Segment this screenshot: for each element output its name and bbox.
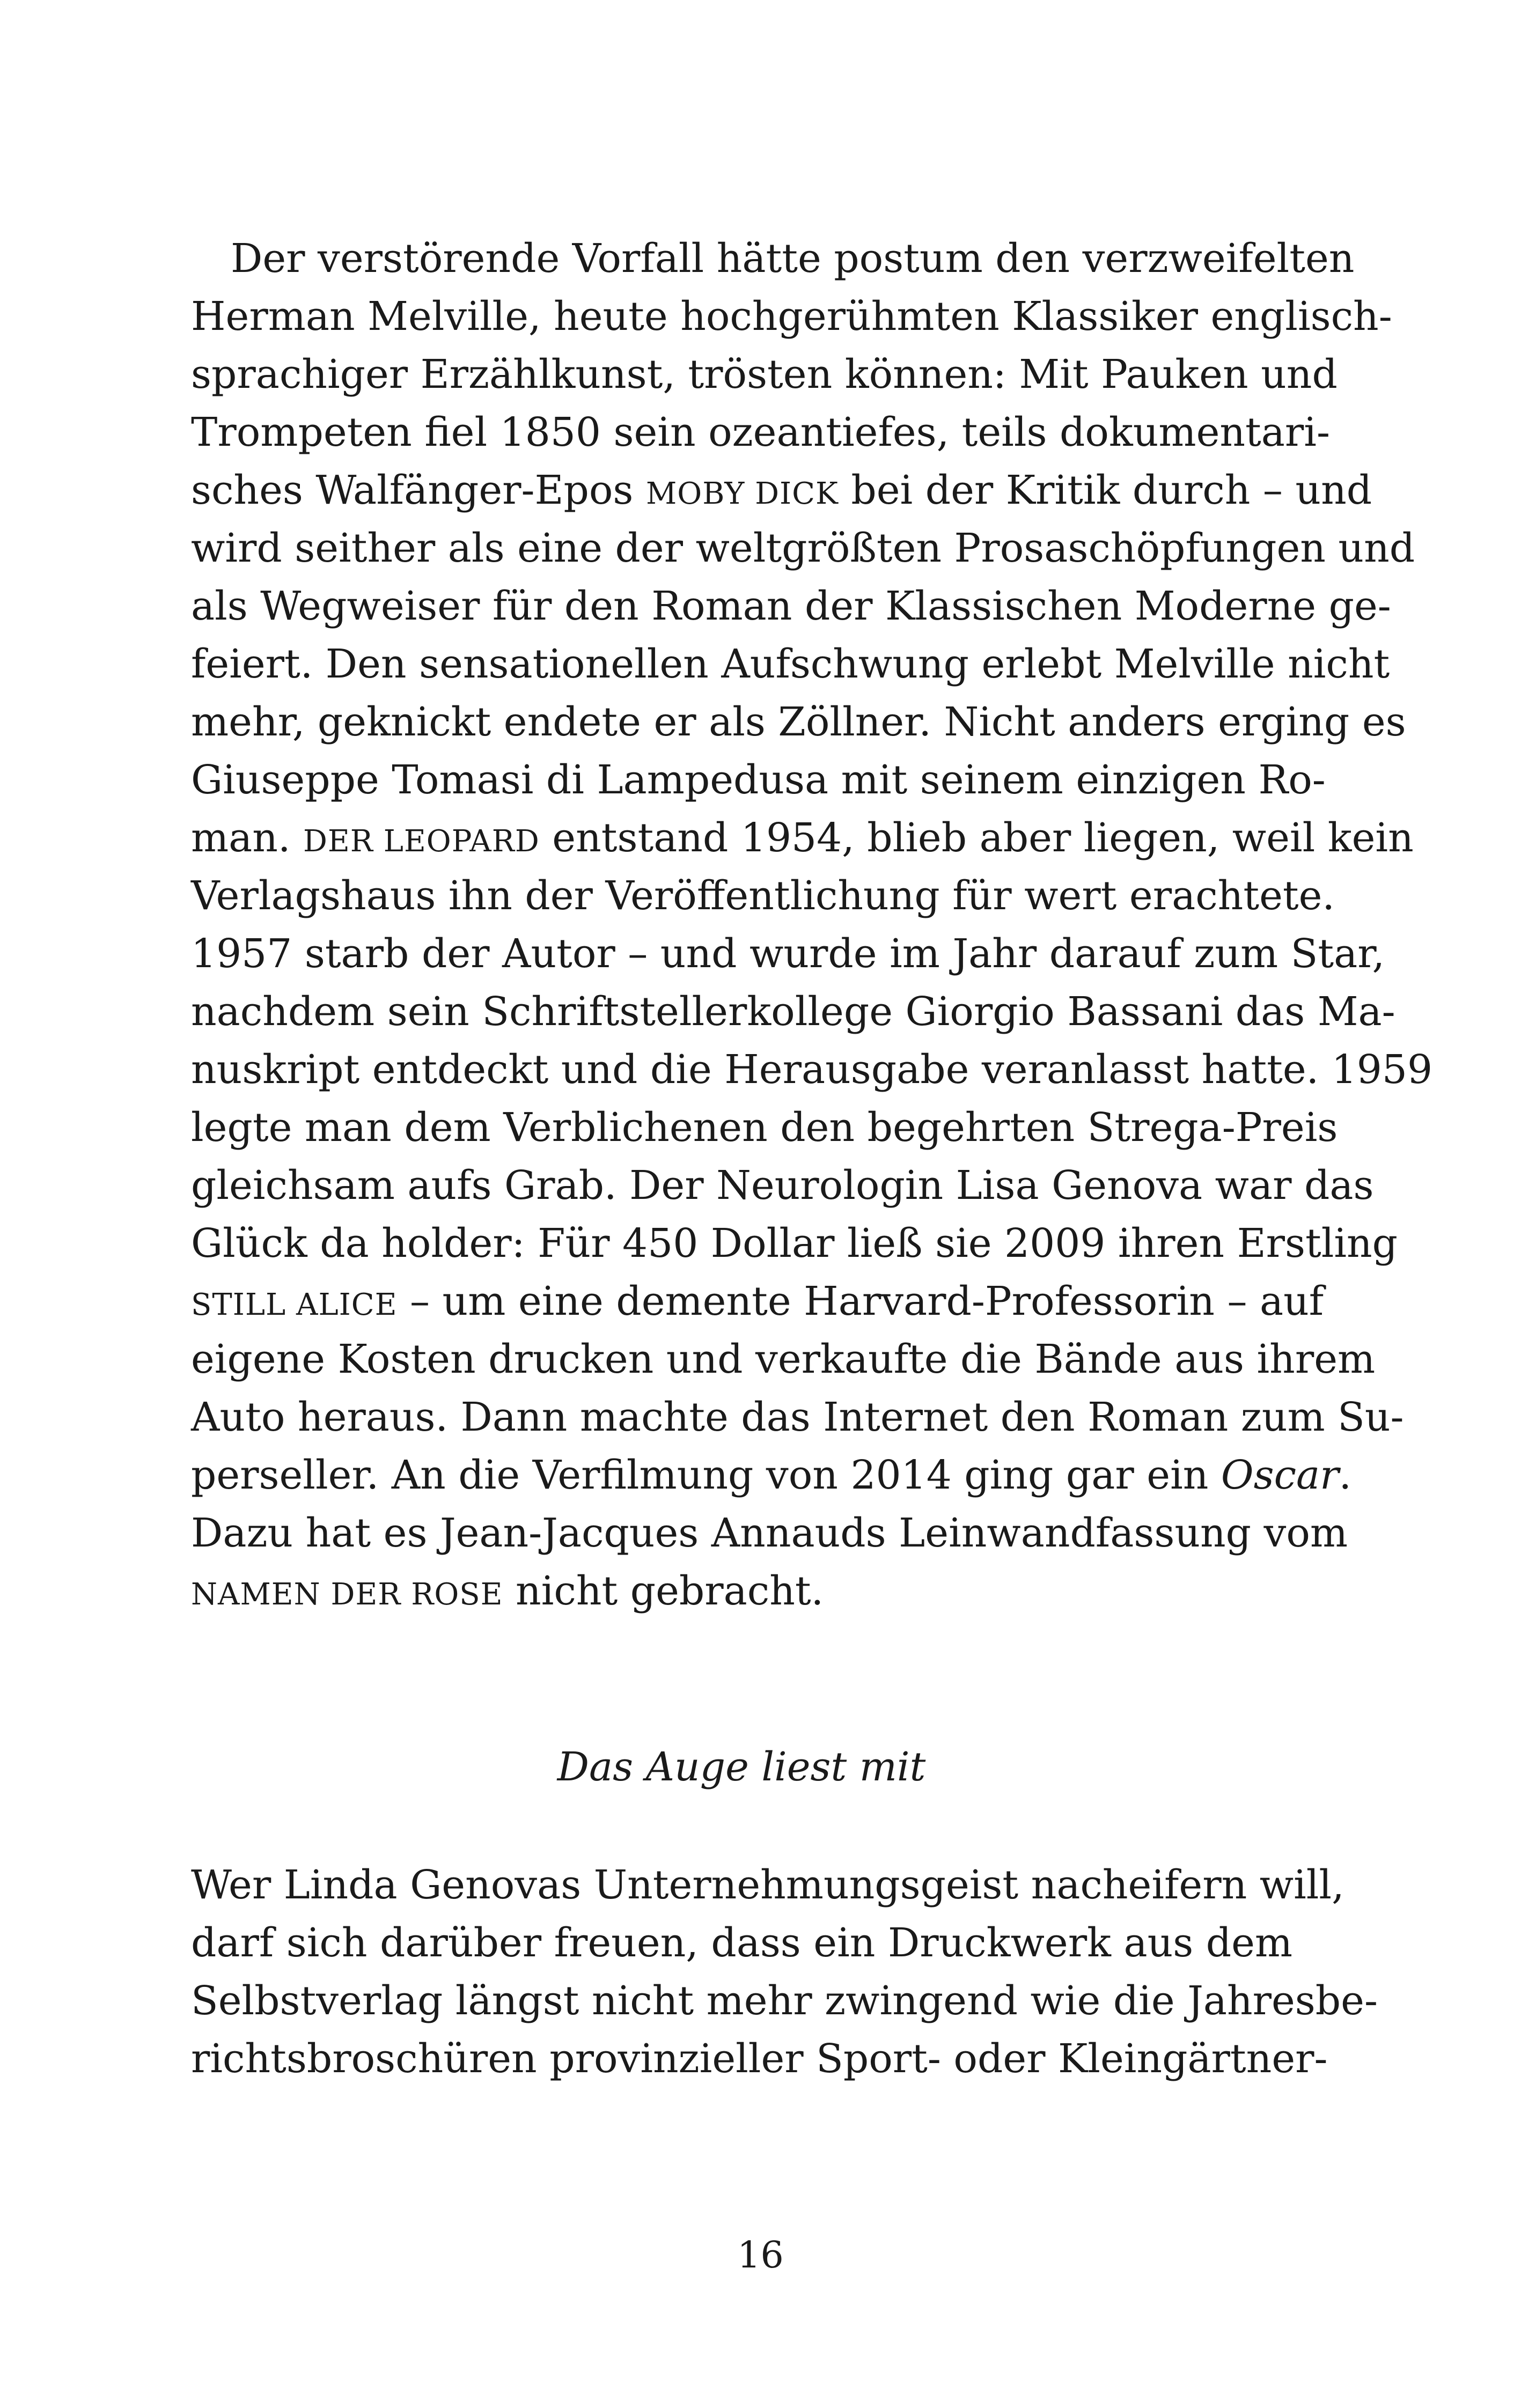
page-number: 16 <box>737 2234 784 2277</box>
text-line <box>191 1388 1404 1446</box>
text-line <box>191 1856 1344 1914</box>
text-segment: Verlagshaus ihn der Veröffentlichung für wert erachtete. <box>191 873 1335 919</box>
text-segment: nuskript entdeckt und die Herausgabe veranlasst hatte. 1959 <box>191 1047 1433 1093</box>
text-segment: 1957 starb der Autor – und wurde im Jahr darauf zum Star, <box>191 931 1385 977</box>
text-segment: Herman Melville, heute hochgerühmten Klassiker englisch- <box>191 293 1392 340</box>
text-segment: Der verstörende Vorfall hätte postum den verzweifelten <box>191 235 1355 282</box>
text-line <box>191 345 1338 403</box>
text-line <box>191 1272 1324 1330</box>
text-line <box>191 635 1390 693</box>
text-line <box>191 809 1414 867</box>
text-line <box>191 461 1372 519</box>
text-line <box>191 519 1415 577</box>
text-segment: – um eine demente Harvard-Professorin – auf <box>397 1278 1324 1324</box>
text-line <box>191 867 1335 925</box>
book-title: MOBY DICK <box>645 476 839 511</box>
text-line <box>191 1157 1374 1214</box>
text-segment: Trompeten fiel 1850 sein ozeantiefes, teils dokumentari- <box>191 409 1330 455</box>
text-line <box>191 2030 1328 2088</box>
text-segment: nachdem sein Schriftstellerkollege Giorgio Bassani das Ma- <box>191 989 1395 1035</box>
text-line <box>191 1972 1378 2030</box>
text-segment: . <box>1339 1452 1352 1498</box>
text-segment: sprachiger Erzählkunst, trösten können: Mit Pauken und <box>191 351 1338 397</box>
paragraph-2 <box>191 1856 1378 2088</box>
text-segment: nicht gebracht. <box>503 1568 824 1614</box>
section-heading: Das Auge liest mit <box>557 1744 926 1790</box>
text-line <box>191 693 1406 751</box>
text-line <box>191 1562 1292 1620</box>
text-segment: eigene Kosten drucken und verkaufte die Bände aus ihrem <box>191 1336 1376 1382</box>
text-line <box>191 1446 1352 1504</box>
text-line <box>191 983 1395 1041</box>
text-segment: Dazu hat es Jean-Jacques Annauds Leinwandfassung vom <box>191 1510 1348 1556</box>
text-line <box>191 1214 1398 1272</box>
text-segment: als Wegweiser für den Roman der Klassischen Moderne ge- <box>191 583 1391 629</box>
text-segment: sches Walfänger-Epos <box>191 467 646 513</box>
text-segment: feiert. Den sensationellen Aufschwung erlebt Melville nicht <box>191 641 1390 687</box>
text-line <box>191 288 1392 345</box>
text-segment: perseller. An die Verfilmung von 2014 ging gar ein <box>191 1452 1221 1498</box>
text-line <box>191 577 1391 635</box>
text-line <box>191 1041 1433 1099</box>
text-line <box>191 403 1330 461</box>
text-line <box>191 1914 1292 1972</box>
book-title: DER LEOPARD <box>303 824 540 859</box>
text-line <box>191 1330 1376 1388</box>
emphasis-text: Oscar <box>1221 1452 1339 1498</box>
text-line <box>191 230 1355 288</box>
paragraph-1 <box>191 230 1433 1620</box>
text-segment: Auto heraus. Dann machte das Internet den Roman zum Su- <box>191 1394 1404 1440</box>
text-segment: Selbstverlag längst nicht mehr zwingend wie die Jahresbe- <box>191 1978 1378 2024</box>
text-segment: man. <box>191 815 303 861</box>
book-title: NAMEN DER ROSE <box>191 1577 503 1612</box>
text-segment: richtsbroschüren provinzieller Sport- oder Kleingärtner- <box>191 2036 1328 2082</box>
text-segment: Wer Linda Genovas Unternehmungsgeist nacheifern will, <box>191 1862 1344 1908</box>
text-segment: darf sich darüber freuen, dass ein Druckwerk aus dem <box>191 1920 1293 1966</box>
text-line <box>191 751 1326 809</box>
text-segment: bei der Kritik durch – und <box>838 467 1372 513</box>
text-segment: Giuseppe Tomasi di Lampedusa mit seinem einzigen Ro- <box>191 757 1326 803</box>
text-segment: wird seither als eine der weltgrößten Prosaschöpfungen und <box>191 525 1415 571</box>
text-segment: entstand 1954, blieb aber liegen, weil kein <box>539 815 1414 861</box>
text-segment: legte man dem Verblichenen den begehrten Strega-Preis <box>191 1104 1338 1151</box>
text-segment: gleichsam aufs Grab. Der Neurologin Lisa Genova war das <box>191 1162 1374 1209</box>
book-title: STILL ALICE <box>191 1287 398 1322</box>
text-segment: Glück da holder: Für 450 Dollar ließ sie 2009 ihren Erstling <box>191 1220 1398 1266</box>
text-line <box>191 1099 1338 1157</box>
text-segment: mehr, geknickt endete er als Zöllner. Nicht anders erging es <box>191 699 1406 745</box>
text-line <box>191 925 1385 983</box>
text-line <box>191 1504 1348 1562</box>
